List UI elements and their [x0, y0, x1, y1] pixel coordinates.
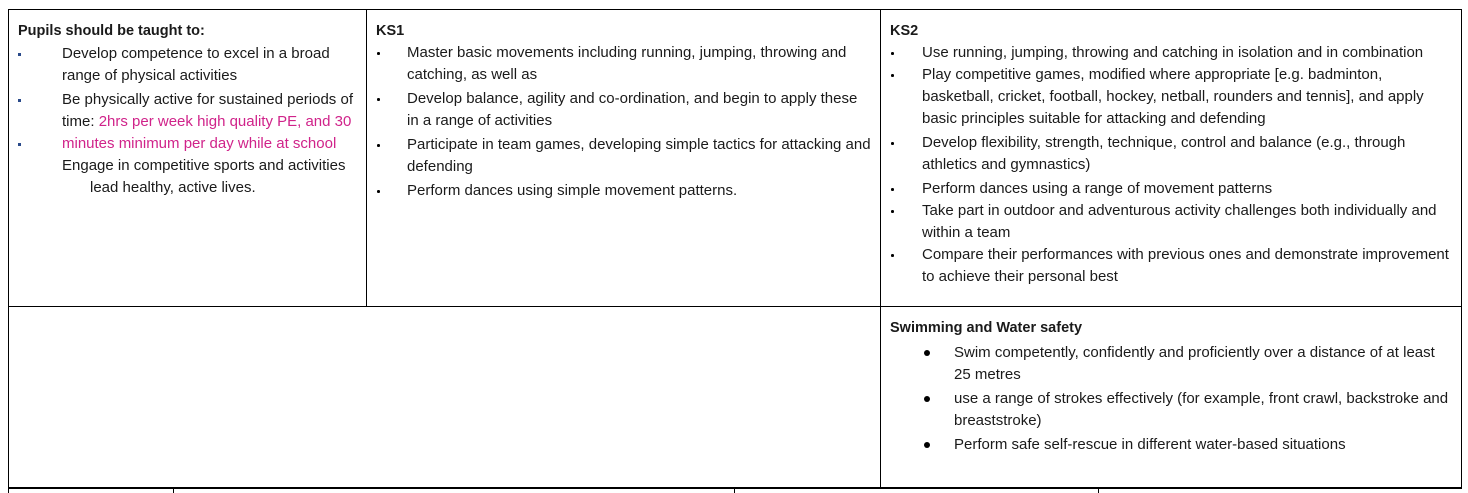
list-item-text: Perform dances using simple movement patterns.	[407, 182, 738, 199]
bullet-icon	[891, 52, 894, 55]
square-bullet-icon	[18, 99, 21, 102]
list-item-text: Participate in team games, developing simple tactics for attacking and defending	[407, 136, 871, 175]
list-item-text: Master basic movements including running, jumping, throwing and catching, as well as	[407, 44, 847, 83]
ks2-list	[890, 42, 1455, 288]
list-item	[890, 178, 1455, 200]
list-item-text: Perform safe self-rescue in different water-based situations	[954, 436, 1346, 453]
list-item-text: Swim competently, confidently and proficiently over a distance of at least 25 metres	[954, 344, 1435, 383]
ks2-header: KS2	[890, 23, 919, 39]
list-item-text: Use running, jumping, throwing and catching in isolation and in combination	[922, 44, 1424, 61]
ks1-list	[376, 42, 872, 204]
list-item-text: Develop balance, agility and co-ordination, and begin to apply these in a range of activities	[407, 90, 858, 129]
list-item-text: Perform dances using a range of movement patterns	[922, 180, 1273, 197]
list-item-text-end: lead healthy, active lives.	[90, 179, 256, 196]
list-item	[890, 388, 1450, 432]
list-item-text: Be physically active for sustained periods of time:	[62, 91, 353, 130]
list-item	[18, 43, 368, 87]
list-item-text: Take part in outdoor and adventurous activity challenges both individually and within a team	[922, 202, 1437, 241]
list-item-text: Engage in competitive sports and activities	[62, 157, 346, 174]
pupils-list	[18, 43, 368, 201]
list-item-text: use a range of strokes effectively (for example, front crawl, backstroke and breaststroke)	[954, 390, 1449, 429]
bullet-icon	[891, 188, 894, 191]
next-row-divider-2	[734, 488, 735, 493]
list-item	[376, 180, 872, 202]
table-border-right	[1461, 9, 1462, 489]
list-item	[376, 134, 872, 178]
bullet-icon	[377, 52, 380, 55]
next-row-divider-1	[173, 488, 174, 493]
list-item	[890, 132, 1455, 176]
pupils-header: Pupils should be taught to:	[18, 23, 205, 39]
pupils-cell	[9, 10, 366, 306]
bullet-icon	[891, 254, 894, 257]
list-item-text: Develop flexibility, strength, technique, control and balance (e.g., through athletics and gymnastics)	[922, 134, 1406, 173]
list-item	[376, 88, 872, 132]
list-item-text: Develop competence to excel in a broad range of physical activities	[62, 45, 330, 84]
bullet-icon	[924, 442, 930, 448]
list-item-text: Play competitive games, modified where appropriate [e.g. badminton, basketball, cricket, football, hockey, netball, rounders and tennis], and apply basic principles suitable for attacking and defending	[922, 66, 1424, 127]
bullet-icon	[377, 144, 380, 147]
list-item	[890, 434, 1450, 456]
list-item	[890, 42, 1455, 64]
bullet-icon	[891, 142, 894, 145]
square-bullet-icon	[18, 53, 21, 56]
list-item	[18, 155, 368, 199]
list-item	[890, 64, 1455, 130]
ks1-cell	[367, 10, 880, 306]
highlighted-text: 2hrs per week high quality PE, and 30 minutes minimum per day while at school	[62, 113, 352, 152]
list-item	[376, 42, 872, 86]
bullet-icon	[377, 190, 380, 193]
swimming-cell	[881, 307, 1461, 487]
next-row-divider-3	[1098, 488, 1099, 493]
bullet-icon	[891, 74, 894, 77]
list-item	[890, 200, 1455, 244]
table-border-bottom	[8, 487, 1462, 489]
bullet-icon	[924, 350, 930, 356]
list-item	[890, 342, 1450, 386]
bullet-icon	[924, 396, 930, 402]
list-item	[18, 89, 368, 155]
swimming-list	[890, 342, 1450, 458]
list-item	[890, 244, 1455, 288]
list-item-text: Compare their performances with previous ones and demonstrate improvement to achieve their personal best	[922, 246, 1449, 285]
ks1-header: KS1	[376, 23, 405, 39]
swimming-header: Swimming and Water safety	[890, 320, 1083, 336]
bullet-icon	[377, 98, 380, 101]
ks2-cell	[881, 10, 1461, 306]
bullet-icon	[891, 210, 894, 213]
square-bullet-icon	[18, 143, 21, 146]
